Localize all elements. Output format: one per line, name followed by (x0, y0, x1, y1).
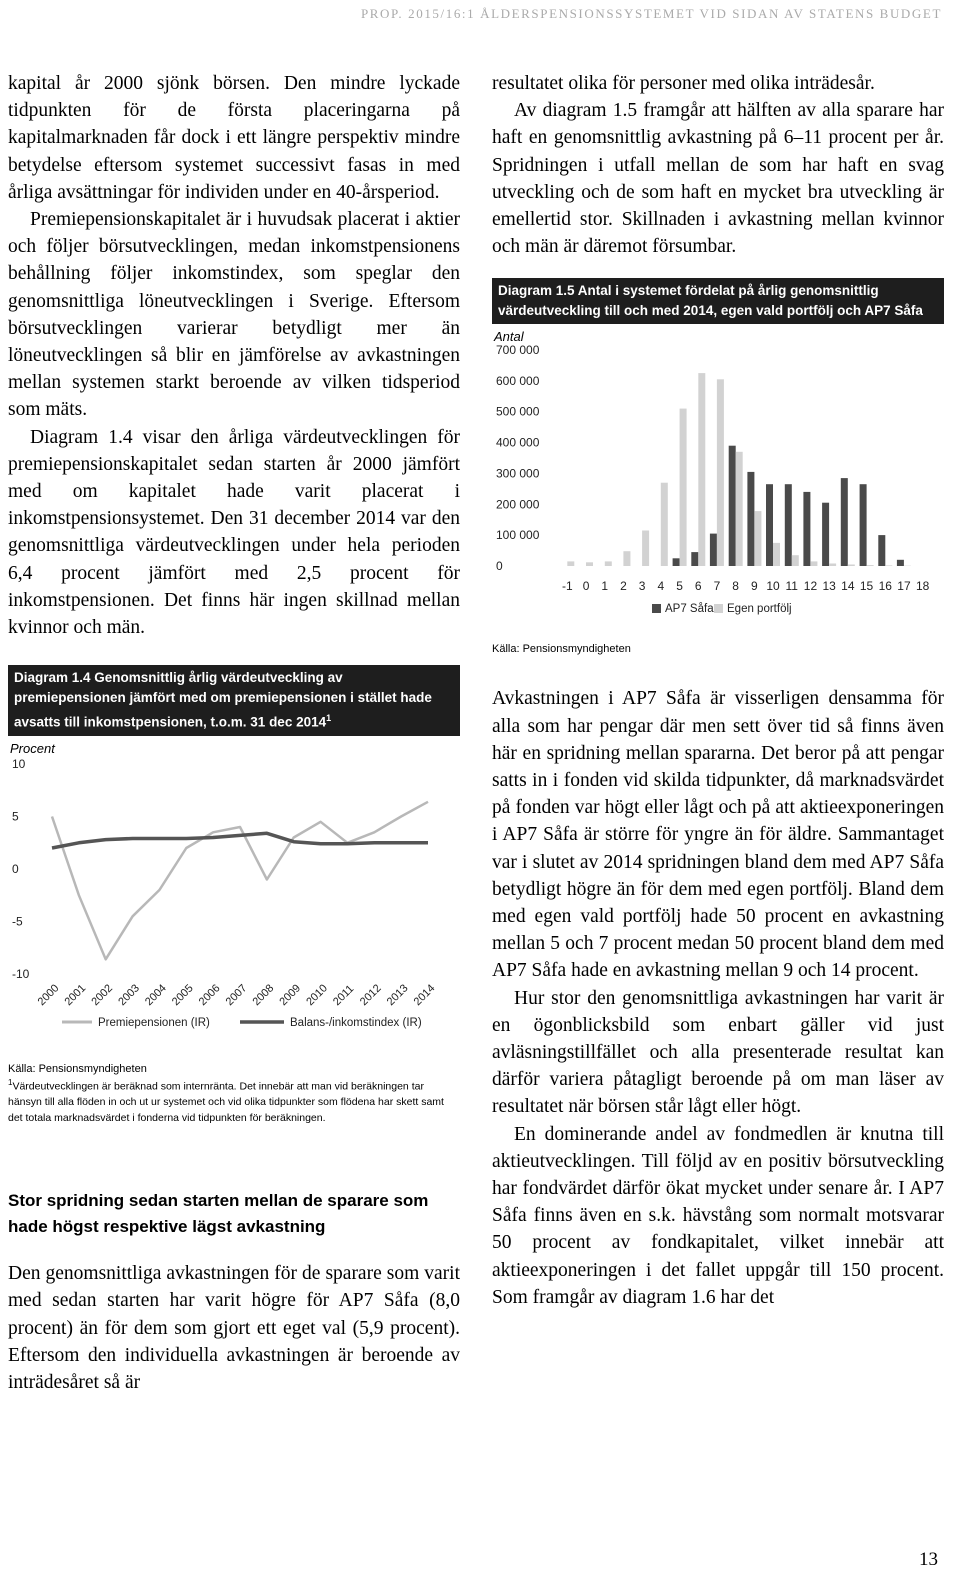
x-tick-label: 9 (751, 579, 758, 594)
legend-label: Premiepensionen (IR) (98, 1016, 210, 1029)
bar-egen-portfolj (867, 566, 874, 567)
x-tick-label: 2011 (331, 982, 357, 1008)
x-tick-label: 2013 (384, 982, 411, 1008)
x-tick-label: 2012 (357, 982, 384, 1008)
bar-egen-portfolj (829, 564, 836, 567)
bar-egen-portfolj (736, 452, 743, 566)
figure-1-5-y-unit: Antal (494, 329, 524, 345)
legend-swatch (652, 604, 661, 613)
right-paragraph-4: Hur stor den genomsnittliga avkastningen har varit är en ögonblicksbild som enbart gäller vid just avläsningstillfället och alla presenterade resultat kan därför variera påtagligt beroende på om man läser av resultatet när börsen står lågt eller högt. (492, 987, 944, 1118)
figure-1-4-chart (8, 756, 460, 1056)
section (8, 1188, 460, 1396)
y-tick-label: 10 (12, 756, 26, 771)
y-tick-label: 600 000 (496, 374, 540, 389)
bar-ap7-safa (841, 479, 848, 567)
x-tick-label: 16 (878, 579, 892, 594)
figure-1-5-title: Diagram 1.5 Antal i systemet fördelat på årlig genomsnittlig värdeutveckling till och med 2014, egen vald portfölj och AP7 Såfa (492, 278, 944, 324)
bar-ap7-safa (673, 559, 680, 567)
bar-egen-portfolj (605, 562, 612, 567)
x-tick-label: 2008 (250, 982, 277, 1008)
left-paragraph-2: Premiepensionskapitalet är i huvudsak placerat i aktier och följer börsutvecklingen, medan inkomstpensionens behållning följer inkomstindex, som speglar den genomsnittliga löneutvecklingen i Sverige. Eftersom börsutvecklingen varierar betydligt mer än löneutvecklingen så blir en jämförelse av avkastningen mellan systemen starkt beroende av vilken tidsperiod som mäts. (8, 209, 460, 421)
bar-egen-portfolj (698, 374, 705, 567)
page-number: 13 (919, 1549, 938, 1570)
x-tick-label: 0 (582, 579, 590, 594)
x-tick-label: 13 (822, 579, 836, 594)
bar-ap7-safa (803, 492, 810, 566)
running-header: PROP. 2015/16:1 ÅLDERSPENSIONSSYSTEMET VID SIDAN AV STATENS BUDGET (360, 6, 942, 21)
bar-egen-portfolj (717, 380, 724, 567)
x-tick-label: 2010 (304, 982, 331, 1008)
x-tick-label: 5 (676, 579, 683, 594)
x-tick-label: 3 (638, 579, 646, 594)
figure-1-5-source: Källa: Pensionsmyndigheten (492, 643, 631, 656)
x-tick-label: 15 (859, 579, 874, 594)
y-tick-label: 0 (496, 559, 503, 574)
figure-1-5 (492, 278, 944, 655)
x-tick-label: 2014 (411, 982, 438, 1008)
y-tick-label: 5 (12, 809, 19, 824)
x-tick-label: 2009 (277, 982, 304, 1008)
x-tick-label: 2002 (89, 982, 116, 1008)
x-tick-label: 2003 (116, 982, 143, 1008)
bar-egen-portfolj (754, 512, 761, 567)
x-tick-label: 2006 (196, 982, 223, 1008)
x-tick-label: 12 (803, 579, 818, 594)
right-paragraph-3: Avkastningen i AP7 Såfa är visserligen densamma för alla som har pengar där men sett över tid så finns även här en spridning mellan spararna. Det beror på att pengar satts in i fonden vid skilda tidpunkter, då marknadsvärdet på fonden var högt eller lågt och på att aktieexponeringen i AP7 Såfa är större för yngre än för äldre. Sammantaget var i slutet av 2014 spridningen bland dem med AP7 Såfa betydligt högre än för dem med egen portfölj. Bland dem med egen vald portfölj hade 50 procent en avkastning mellan 5 och 7 procent medan 50 procent bland dem med AP7 Såfa hade en avkastning mellan 9 och 14 procent. (492, 688, 944, 982)
x-tick-label: 7 (713, 579, 721, 594)
bar-ap7-safa (822, 503, 829, 566)
figure-1-4-title: Diagram 1.4 Genomsnittlig årlig värdeutveckling av premiepensionen jämfört med om premiepensionen i stället hade avsatts till inkomstpensionen, t.o.m. 31 dec 2014$^1$ (8, 665, 460, 736)
legend-label: AP7 Såfa (665, 603, 714, 616)
bar-ap7-safa (691, 553, 698, 567)
bar-egen-portfolj (792, 556, 799, 567)
x-tick-label: 8 (732, 579, 739, 594)
bar-ap7-safa (785, 485, 792, 567)
right-column (492, 70, 944, 1311)
y-tick-label: -5 (12, 914, 23, 929)
bar-ap7-safa (878, 536, 885, 567)
y-tick-label: 700 000 (496, 344, 540, 358)
figure-1-4 (8, 665, 460, 1126)
bar-ap7-safa (766, 485, 773, 567)
bar-egen-portfolj (642, 531, 649, 567)
left-column (8, 70, 460, 1396)
legend-label: Balans-/inkomstindex (IR) (290, 1016, 422, 1029)
section-heading: Stor spridning sedan starten mellan de sparare som hade högst respektive lägst avkastning (8, 1191, 429, 1237)
x-tick-label: 2001 (62, 982, 89, 1008)
bar-ap7-safa (747, 472, 754, 566)
y-tick-label: 400 000 (496, 435, 540, 450)
bar-ap7-safa (860, 485, 867, 567)
figure-1-4-source: Källa: Pensionsmyndigheten (8, 1062, 147, 1075)
x-tick-label: 17 (897, 579, 911, 594)
legend-label: Egen portfölj (727, 603, 792, 616)
y-tick-label: 200 000 (496, 497, 540, 512)
bar-egen-portfolj (586, 563, 593, 567)
x-tick-label: 10 (766, 579, 780, 594)
x-tick-label: 11 (785, 579, 798, 594)
x-tick-label: 18 (915, 579, 930, 594)
figure-1-4-y-unit: Procent (10, 740, 55, 756)
figure-1-4-note: $^1$Värdeutvecklingen är beräknad som internränta. Det innebär att man vid beräkningen tar hänsyn till alla flöden in och ut ur systemet och vid olika tidpunkter som flödena har skett samt det totala marknadsvärdet i fonderna vid tidpunkten för beräkningen. (8, 1077, 444, 1125)
x-tick-label: 2007 (223, 982, 250, 1008)
bar-ap7-safa (729, 446, 736, 566)
bar-egen-portfolj (680, 409, 687, 566)
legend-swatch (714, 604, 723, 613)
y-tick-label: -10 (12, 966, 30, 981)
bar-egen-portfolj (810, 562, 817, 567)
bar-egen-portfolj (567, 562, 574, 567)
x-tick-label: 2005 (169, 982, 196, 1008)
left-paragraph-4: Den genomsnittliga avkastningen för de sparare som varit med sedan starten har varit högre för AP7 Såfa (8,0 procent) än för dem som gjort ett eget val (5,9 procent). Eftersom den individuella avkastningen är beroende av inträdesåret så är (8, 1263, 460, 1394)
x-tick-label: 1 (601, 579, 609, 594)
bar-egen-portfolj (885, 566, 892, 567)
bar-egen-portfolj (623, 552, 630, 567)
x-tick-label: 2000 (35, 982, 62, 1008)
right-paragraph-2: Av diagram 1.5 framgår att hälften av alla sparare har haft en genomsnittlig avkastning på 6–11 procent per år. Spridningen i utfall mellan de som har haft en svag utveckling och de som haft en mycket bra utveckling är emellertid stor. Skillnaden i avkastning mellan kvinnor och män är däremot försumbar. (492, 100, 944, 258)
bar-ap7-safa (897, 560, 904, 566)
y-tick-label: 500 000 (496, 405, 540, 420)
x-tick-label: -1 (562, 579, 573, 594)
right-paragraph-1: resultatet olika för personer med olika inträdesår. (492, 73, 875, 94)
bar-egen-portfolj (848, 565, 855, 567)
x-tick-label: 4 (657, 579, 665, 594)
x-tick-label: 6 (694, 579, 702, 594)
y-tick-label: 300 000 (496, 466, 540, 481)
y-tick-label: 100 000 (496, 528, 540, 543)
bar-egen-portfolj (773, 543, 780, 566)
figure-1-5-chart (492, 344, 944, 636)
x-tick-label: 2 (620, 579, 627, 594)
bar-ap7-safa (710, 534, 717, 566)
left-paragraph-1: kapital år 2000 sjönk börsen. Den mindre lyckade tidpunkten för de första placeringarna på kapitalmarknaden får dock i ett längre perspektiv mindre betydelse eftersom systemet successivt fasas in med årliga avsättningar för individen under en 40-årsperiod. (8, 73, 460, 203)
series-line (52, 802, 428, 960)
right-paragraph-5: En dominerande andel av fondmedlen är knutna till aktieutvecklingen. Till följd av en positiv börsutveckling har fondvärdet därför ökat mycket under senare år. I AP7 Såfa finns även en s.k. hävstång som normalt motsvarar 50 procent av fondkapitalet, vilket innebär att aktieexponeringen i det fallet uppgår till 150 procent. Som framgår av diagram 1.6 har det (492, 1123, 944, 1308)
x-tick-label: 2004 (143, 982, 169, 1008)
left-paragraph-3: Diagram 1.4 visar den årliga värdeutvecklingen för premiepensionskapitalet sedan starten år 2000 jämfört med om kapitalet hade varit placerat i inkomstpensionsystemet. Den 31 december 2014 var den genomsnittliga värdeutvecklingen under hela perioden 6,4 procent jämfört med 2,5 procent för inkomstpensionen. Det finns här ingen skillnad mellan kvinnor och män. (8, 426, 460, 639)
y-tick-label: 0 (12, 861, 19, 876)
x-tick-label: 14 (841, 579, 855, 594)
series-line (52, 833, 428, 848)
bar-egen-portfolj (661, 483, 668, 566)
